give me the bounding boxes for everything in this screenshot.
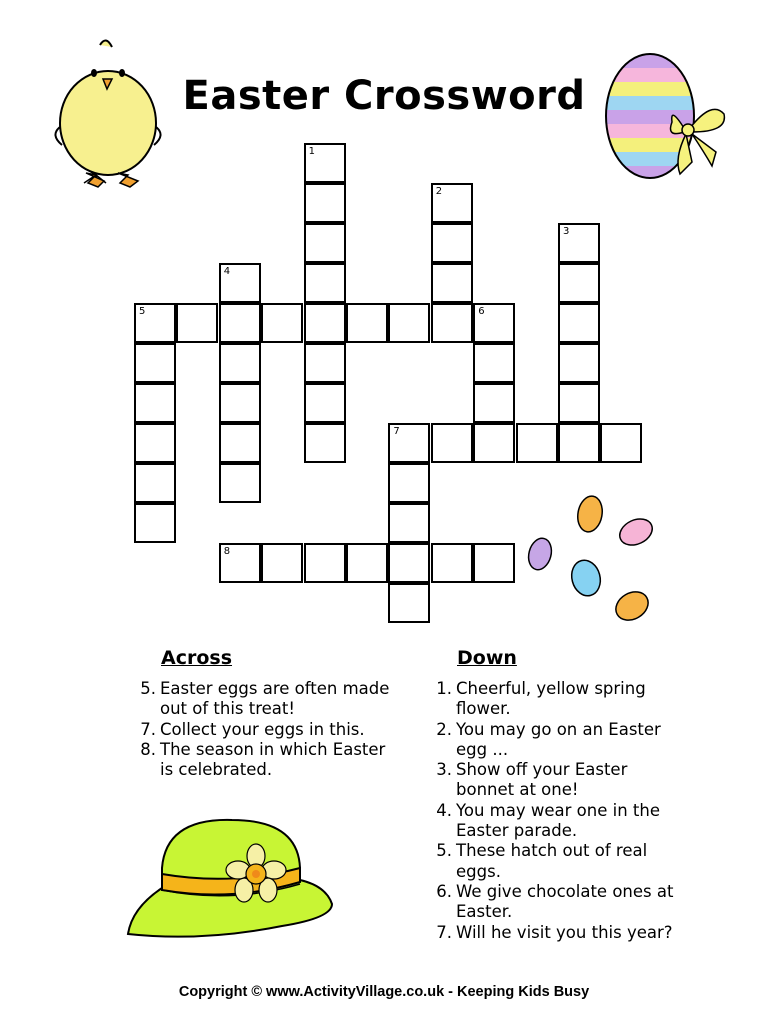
clue-number: 4.	[436, 800, 452, 820]
down-clue	[428, 923, 688, 943]
crossword-cell[interactable]	[219, 463, 261, 503]
crossword-cell[interactable]	[558, 303, 600, 343]
down-clue	[428, 679, 688, 720]
crossword-cell[interactable]	[346, 543, 388, 583]
copyright-footer: Copyright © www.ActivityVillage.co.uk - Keeping Kids Busy	[178, 984, 590, 1000]
crossword-cell[interactable]	[600, 423, 642, 463]
down-clue	[428, 720, 688, 761]
crossword-cell[interactable]	[304, 423, 346, 463]
across-clue	[132, 679, 392, 720]
crossword-cell[interactable]	[388, 503, 430, 543]
across-clue	[132, 740, 392, 781]
clue-number: 5.	[140, 679, 156, 698]
crossword-cell[interactable]	[219, 303, 261, 343]
down-heading: Down	[457, 647, 517, 669]
clue-number: 7.	[140, 719, 156, 739]
clue-text: Easter eggs are often made out of this treat!	[160, 679, 390, 719]
crossword-cell[interactable]	[473, 343, 515, 383]
crossword-cell[interactable]	[304, 223, 346, 263]
crossword-cell[interactable]	[304, 263, 346, 303]
across-heading: Across	[161, 647, 233, 669]
clue-text: Cheerful, yellow spring flower.	[456, 679, 646, 719]
crossword-cell[interactable]	[431, 183, 473, 223]
crossword-cell[interactable]	[558, 383, 600, 423]
clue-text: We give chocolate ones at Easter.	[456, 881, 674, 922]
clue-text: Show off your Easter bonnet at one!	[456, 760, 628, 800]
crossword-cell[interactable]	[219, 543, 261, 583]
down-clue	[428, 882, 688, 923]
across-clue-list	[132, 679, 392, 780]
page-title: Easter Crossword	[182, 73, 586, 119]
clue-number: 3.	[436, 760, 452, 780]
crossword-cell[interactable]	[304, 543, 346, 583]
clue-number: 2.	[436, 719, 452, 739]
easter-bonnet-illustration	[122, 808, 342, 948]
crossword-cell[interactable]	[134, 343, 176, 383]
crossword-cell[interactable]	[134, 463, 176, 503]
crossword-cell[interactable]	[219, 383, 261, 423]
crossword-cell[interactable]	[473, 543, 515, 583]
crossword-cell[interactable]	[388, 543, 430, 583]
crossword-cell[interactable]	[558, 223, 600, 263]
crossword-cell[interactable]	[176, 303, 218, 343]
crossword-cell[interactable]	[261, 543, 303, 583]
clue-number: 7.	[436, 922, 452, 942]
clue-number-label: 5	[139, 306, 146, 317]
down-clue	[428, 841, 688, 882]
crossword-cell[interactable]	[219, 263, 261, 303]
crossword-cell[interactable]	[431, 543, 473, 583]
crossword-cell[interactable]	[304, 303, 346, 343]
across-clue	[132, 720, 392, 740]
clue-text: Will he visit you this year?	[456, 922, 673, 942]
clue-number-label: 4	[223, 266, 231, 277]
crossword-cell[interactable]	[134, 303, 176, 343]
crossword-cell[interactable]	[219, 423, 261, 463]
crossword-cell[interactable]	[261, 303, 303, 343]
clue-text: You may go on an Easter egg ...	[456, 719, 661, 759]
crossword-cell[interactable]	[134, 383, 176, 423]
crossword-cell[interactable]	[558, 343, 600, 383]
clue-number-label: 7	[393, 426, 400, 437]
clue-number: 8.	[140, 739, 156, 759]
down-clue	[428, 801, 688, 842]
crossword-cell[interactable]	[558, 423, 600, 463]
crossword-cell[interactable]	[431, 303, 473, 343]
clue-number-label: 3	[563, 226, 570, 237]
crossword-cell[interactable]	[473, 383, 515, 423]
clue-number-label: 2	[435, 186, 443, 197]
crossword-cell[interactable]	[473, 303, 515, 343]
clue-text: You may wear one in the Easter parade.	[456, 800, 660, 841]
crossword-cell[interactable]	[388, 463, 430, 503]
crossword-cell[interactable]	[134, 503, 176, 543]
crossword-cell[interactable]	[304, 183, 346, 223]
crossword-cell[interactable]	[388, 423, 430, 463]
crossword-cell[interactable]	[431, 223, 473, 263]
clue-number-label: 8	[223, 546, 231, 557]
clue-text: These hatch out of real eggs.	[456, 841, 648, 881]
small-eggs-illustration	[522, 492, 662, 627]
clue-number: 6.	[436, 881, 452, 901]
crossword-cell[interactable]	[346, 303, 388, 343]
clue-number-label: 6	[478, 306, 485, 317]
crossword-cell[interactable]	[304, 343, 346, 383]
crossword-cell[interactable]	[304, 143, 346, 183]
crossword-cell[interactable]	[431, 423, 473, 463]
clue-text: Collect your eggs in this.	[160, 719, 365, 739]
crossword-cell[interactable]	[134, 423, 176, 463]
crossword-cell[interactable]	[473, 423, 515, 463]
clue-text: The season in which Easter is celebrated.	[160, 739, 386, 780]
crossword-cell[interactable]	[219, 343, 261, 383]
down-clue	[428, 760, 688, 801]
clue-number-label: 1	[308, 146, 315, 157]
crossword-cell[interactable]	[516, 423, 558, 463]
down-clue-list	[428, 679, 688, 943]
crossword-cell[interactable]	[431, 263, 473, 303]
clue-number: 1.	[436, 679, 452, 698]
crossword-cell[interactable]	[388, 583, 430, 623]
crossword-cell[interactable]	[388, 303, 430, 343]
clue-number: 5.	[436, 841, 452, 861]
crossword-cell[interactable]	[304, 383, 346, 423]
crossword-cell[interactable]	[558, 263, 600, 303]
